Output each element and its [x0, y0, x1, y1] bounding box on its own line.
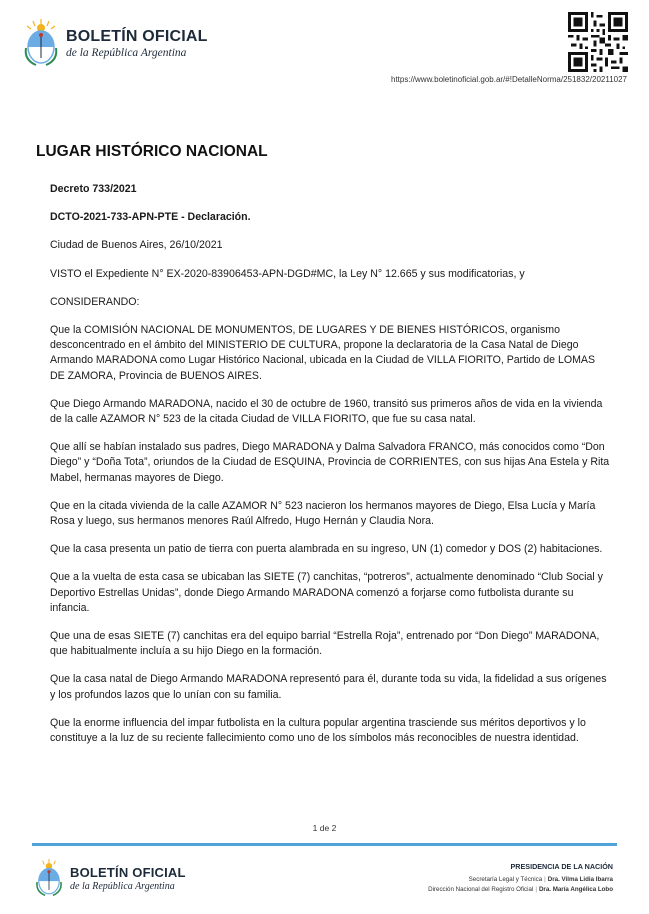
document-body: [50, 182, 612, 759]
qr-code-icon[interactable]: [568, 12, 628, 72]
paragraph: Que allí se habían instalado sus padres, Diego MARADONA y Dalma Salvadora FRANCO, más conocidos como “Don Diego” y “Doña Tota”, oriundos de la Ciudad de ESQUINA, Provincia de CORRIENTES, con sus hijas Ana Estela y Rita Mabel, hermanas mayores de Diego.: [50, 441, 610, 484]
direccion-line: [428, 885, 613, 896]
paragraph: Que la casa natal de Diego Armando MARADONA representó para él, durante toda su vida, la fidelidad a sus orígenes y los profundos lazos que lo unían con su familia.: [50, 673, 607, 701]
coat-of-arms-icon: [22, 18, 60, 68]
paragraph: Que la casa presenta un patio de tierra con puerta alambrada en su ingreso, UN (1) comedor y DOS (2) habitaciones.: [50, 543, 603, 556]
header-logo: [22, 18, 208, 68]
separator: |: [535, 886, 537, 893]
separator: |: [544, 875, 546, 883]
paragraph: Que la COMISIÓN NACIONAL DE MONUMENTOS, DE LUGARES Y DE BIENES HISTÓRICOS, organismo desconcentrado en el ámbito del MINISTERIO DE CULTURA, propone la declaratoria de la Casa Natal de Diego Armando MARADONA como Lugar Histórico Nacional, ubicada en la Ciudad de VILLA FIORITO, Partido de LOMAS DE ZAMORA, Provincia de BUENOS AIRES.: [50, 324, 596, 382]
logo-title: BOLETÍN OFICIAL: [66, 27, 208, 45]
footer-logo-subtitle: de la República Argentina: [70, 880, 175, 892]
paragraph: Que a la vuelta de esta casa se ubicaban las SIETE (7) canchitas, “potreros”, actualmente denominado “Club Social y Deportivo Estrellas Unidas”, donde Diego Armando MARADONA comenzó a forjarse como futbolista durante su infancia.: [50, 571, 603, 614]
paragraph: Que Diego Armando MARADONA, nacido el 30 de octubre de 1960, transitó sus primeros años de vida en la vivienda de la calle AZAMOR N° 523 de la citada Ciudad de VILLA FIORITO, que fue su casa natal.: [50, 397, 603, 426]
page-number: 1 de 2: [312, 823, 337, 833]
footer-divider: [32, 843, 617, 846]
paragraph: Que una de esas SIETE (7) canchitas era del equipo barrial “Estrella Roja”, entrenado por “Don Diego” MARADONA, que habitualmente incluía a su hijo Diego en la formación.: [50, 630, 600, 658]
logo-subtitle: de la República Argentina: [66, 46, 187, 59]
footer-credits: [428, 862, 613, 896]
decree-number: Decreto 733/2021: [50, 183, 137, 195]
secretaria-line: [428, 875, 613, 886]
direccion-label: Dirección Nacional del Registro Oficial: [428, 886, 534, 893]
presidencia-label: PRESIDENCIA DE LA NACIÓN: [510, 862, 613, 871]
paragraph: Que la enorme influencia del impar futbolista en la cultura popular argentina trasciende sus méritos deportivos y lo constituye a la luz de su reciente fallecimiento como uno de los símbolos más reconocibles de nuestra identidad.: [50, 716, 586, 745]
paragraph: Que en la citada vivienda de la calle AZAMOR N° 523 nacieron los hermanos mayores de Diego, Elsa Lucía y María Rosa y luego, sus hermanos menores Raúl Alfredo, Hugo Hernán y Claudia Nora.: [50, 499, 596, 528]
footer-logo: [34, 858, 186, 898]
page-title: LUGAR HISTÓRICO NACIONAL: [36, 143, 268, 160]
decree-code: DCTO-2021-733-APN-PTE - Declaración.: [50, 211, 251, 224]
document-url[interactable]: https://www.boletinoficial.gob.ar/#!DetalleNorma/251832/20211027: [391, 75, 627, 84]
footer-logo-title: BOLETÍN OFICIAL: [70, 864, 186, 880]
coat-of-arms-icon: [34, 858, 64, 898]
secretaria-label: Secretaría Legal y Técnica: [468, 875, 543, 883]
visto-paragraph: VISTO el Expediente N° EX-2020-83906453-APN-DGD#MC, la Ley N° 12.665 y sus modificatorias, y: [50, 267, 525, 280]
direccion-name: Dra. María Angélica Lobo: [538, 886, 613, 893]
secretaria-name: Dra. Vilma Lidia Ibarra: [547, 875, 613, 883]
considerando-heading: CONSIDERANDO:: [50, 295, 140, 308]
place-date: Ciudad de Buenos Aires, 26/10/2021: [50, 239, 223, 252]
